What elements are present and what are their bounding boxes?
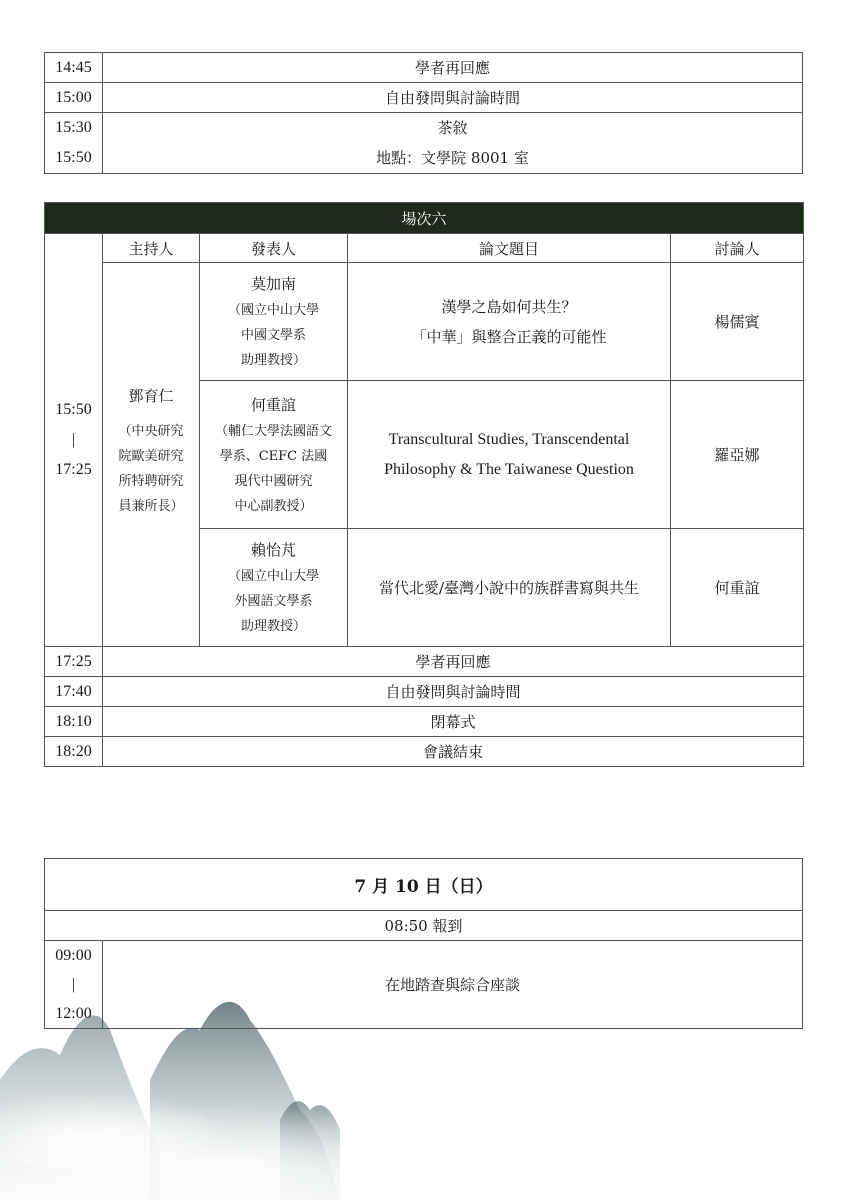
- affil-line: （國立中山大學: [227, 303, 319, 318]
- event-cell: 學者再回應: [103, 647, 804, 677]
- schedule-top-table: [44, 52, 803, 174]
- affil-line: （輔仁大學法國語文: [214, 423, 332, 439]
- header-host: 主持人: [103, 234, 200, 263]
- session-time-cell: [45, 234, 103, 647]
- time-cell: 18:10: [45, 707, 103, 737]
- activity-row: [45, 941, 803, 1029]
- title-line: Philosophy & The Taiwanese Question: [384, 460, 634, 478]
- table-row: [45, 83, 803, 113]
- event-cell: 閉幕式: [103, 707, 804, 737]
- host-affil-line: 院歐美研究: [118, 449, 184, 464]
- affil-line: 學系、CEFC 法國: [219, 448, 328, 464]
- presenter-cell: [200, 529, 348, 647]
- day-date: 7 月 10 日（日）: [45, 859, 803, 911]
- table-row: [45, 707, 804, 737]
- affil-line: 助理教授）: [240, 353, 306, 368]
- title-line: 漢學之島如何共生？: [441, 297, 577, 316]
- table-row: [45, 737, 804, 767]
- header-presenter: 發表人: [200, 234, 348, 263]
- affil-line: 助理教授）: [240, 619, 306, 634]
- host-affil-line: 所特聘研究: [118, 474, 184, 489]
- paper-title: [348, 381, 671, 529]
- table-row: [45, 647, 804, 677]
- time-cell: 17:25: [45, 647, 103, 677]
- session-banner: [45, 203, 804, 234]
- time-cell: [45, 941, 103, 1029]
- session-title: 場次六: [45, 203, 804, 234]
- host-affil-line: 員兼所長）: [118, 499, 184, 514]
- title-line: 「中華」與整合正義的可能性: [411, 327, 607, 346]
- discussant-cell: 楊儒賓: [671, 263, 804, 381]
- table-row: [45, 677, 804, 707]
- affil-line: 現代中國研究: [234, 473, 313, 489]
- header-topic: 論文題目: [348, 234, 671, 263]
- table-row: [45, 113, 803, 174]
- time-cell: [45, 113, 103, 174]
- activity-cell: 在地踏查與綜合座談: [103, 941, 803, 1029]
- day-time-start: 09:00: [55, 947, 92, 964]
- checkin-row: [45, 911, 803, 941]
- session6-table: [44, 202, 804, 767]
- paper-row: [45, 263, 804, 381]
- time-cell: 15:00: [45, 83, 103, 113]
- paper-title: 當代北愛/臺灣小說中的族群書寫與共生: [348, 529, 671, 647]
- tea-time: 15:30: [55, 119, 92, 136]
- presenter-name: 莫加南: [250, 275, 296, 293]
- tea-time-end: 15:50: [55, 149, 92, 166]
- event-cell: 自由發問與討論時間: [103, 83, 803, 113]
- affil-line: 外國語文學系: [234, 594, 313, 609]
- day-time-end: 12:00: [55, 1005, 92, 1022]
- discussant-cell: 羅亞娜: [671, 381, 804, 529]
- host-affil-line: （中央研究: [118, 424, 184, 439]
- affil-line: 中國文學系: [240, 328, 306, 343]
- checkin-cell: 08:50 報到: [45, 911, 803, 941]
- host-affiliation: [103, 419, 199, 519]
- venue-label: 地點：文學院 8001 室: [376, 149, 529, 167]
- presenter-name: 賴怡芃: [250, 541, 296, 559]
- day-table: [44, 858, 803, 1029]
- event-cell: 學者再回應: [103, 53, 803, 83]
- session-time-start: 15:50: [55, 401, 92, 418]
- host-name: 鄧育仁: [128, 387, 174, 405]
- presenter-affiliation: [200, 298, 347, 373]
- time-cell: 14:45: [45, 53, 103, 83]
- time-separator: |: [71, 976, 76, 993]
- host-cell: [103, 263, 200, 647]
- date-row: [45, 859, 803, 911]
- presenter-affiliation: [200, 564, 347, 639]
- discussant-cell: 何重誼: [671, 529, 804, 647]
- presenter-cell: [200, 381, 348, 529]
- time-cell: 18:20: [45, 737, 103, 767]
- table-row: [45, 53, 803, 83]
- affil-line: 中心副教授）: [234, 498, 313, 514]
- time-separator: |: [71, 431, 76, 448]
- presenter-affiliation: [200, 419, 347, 519]
- event-cell: 會議結束: [103, 737, 804, 767]
- title-line: Transcultural Studies, Transcendental: [388, 430, 630, 448]
- affil-line: （國立中山大學: [227, 569, 319, 584]
- session-time-end: 17:25: [55, 461, 92, 478]
- paper-title: [348, 263, 671, 381]
- event-cell: [103, 113, 803, 174]
- header-discussant: 討論人: [671, 234, 804, 263]
- header-row: [45, 234, 804, 263]
- time-cell: 17:40: [45, 677, 103, 707]
- event-cell: 自由發問與討論時間: [103, 677, 804, 707]
- tea-break-label: 茶敘: [437, 119, 468, 137]
- presenter-name: 何重誼: [250, 395, 296, 414]
- presenter-cell: [200, 263, 348, 381]
